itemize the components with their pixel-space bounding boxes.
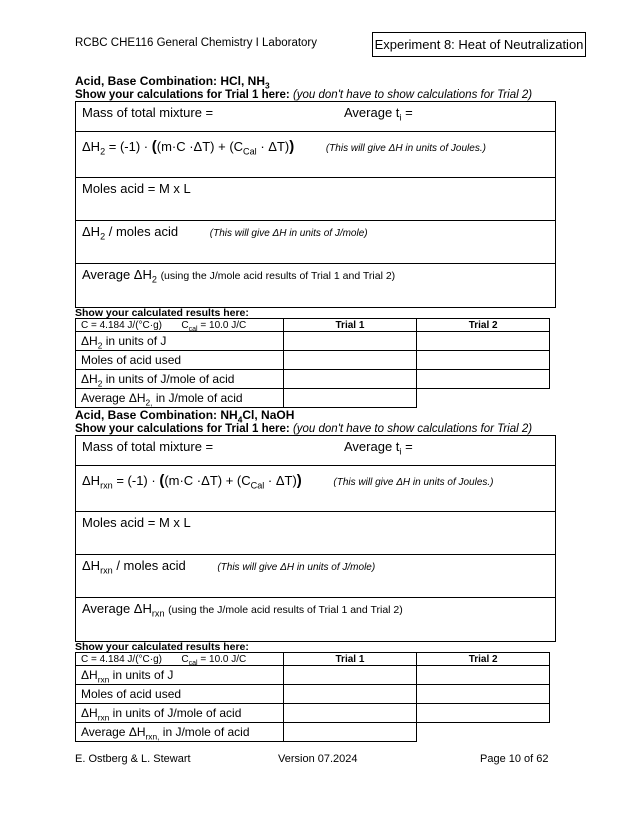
average-dh-row: Average $\Delta H_{rxn}$ (using the J/mole acid results of Trial 1 and Trial 2)	[82, 601, 403, 619]
trial1-cell[interactable]	[283, 370, 417, 389]
moles-acid-row: Moles acid = M x L	[76, 512, 555, 555]
footer-authors: E. Ostberg & L. Stewart	[75, 753, 191, 765]
table-row: $\Delta H_2$ in units of J	[76, 332, 550, 351]
table-row: $\Delta H_{rxn}$ in units of J	[76, 666, 550, 685]
trial2-cell[interactable]	[417, 685, 550, 704]
trial2-cell[interactable]	[417, 666, 550, 685]
trial2-cell[interactable]	[417, 351, 550, 370]
trial2-cell[interactable]	[417, 332, 550, 351]
trial1-cell[interactable]	[283, 704, 417, 723]
table-row: Moles of acid used	[76, 685, 550, 704]
mass-total-row: Mass of total mixture = Average $t_i$ =	[76, 436, 555, 466]
table-row: Average $\Delta H_{rxn,}$ in J/mole of acid	[76, 723, 550, 742]
average-dh-row: Average $\Delta H_2$ (using the J/mole acid results of Trial 1 and Trial 2)	[82, 267, 396, 285]
dh-formula-row: $\Delta H_{rxn} = (-1) \cdot ((m\cdot C \cdot\Delta T) + (C_{Cal} \cdot \Delta T))$ (This will give ΔH in units of Joules.)	[76, 466, 555, 512]
section2-instructions: Show your calculations for Trial 1 here: (you don't have to show calculations for Trial 2)	[75, 423, 533, 435]
section1-results-table	[75, 318, 550, 408]
footer-page-number: Page 10 of 62	[480, 753, 549, 765]
table-row: Average $\Delta H_{2,}$ in J/mole of acid	[76, 389, 550, 408]
trial2-header: Trial 2	[417, 319, 550, 332]
constants-cell: C = 4.184 J/(°C·g) $C_{cal} = 10.0$ J/C	[76, 319, 284, 332]
table-row: $\Delta H_{rxn}$ in units of J/mole of acid	[76, 704, 550, 723]
trial2-cell[interactable]	[417, 370, 550, 389]
course-title: RCBC CHE116 General Chemistry I Laboratory	[75, 37, 318, 49]
section2-title: Acid, Base Combination: $NH_4Cl$, NaOH	[75, 408, 295, 425]
section1-title: Acid, Base Combination: HCl, $NH_3$	[75, 74, 270, 91]
trial1-cell[interactable]	[283, 685, 417, 704]
section2-results-title: Show your calculated results here:	[75, 641, 249, 653]
average-cell[interactable]	[283, 389, 417, 408]
trial2-cell[interactable]	[417, 704, 550, 723]
section1-results-title: Show your calculated results here:	[75, 307, 249, 319]
section1-instructions: Show your calculations for Trial 1 here: (you don't have to show calculations for Trial 2)	[75, 89, 533, 101]
trial1-header: Trial 1	[283, 319, 417, 332]
trial1-header: Trial 1	[283, 653, 417, 666]
footer-version: Version 07.2024	[278, 753, 358, 765]
constants-cell: C = 4.184 J/(°C·g) $C_{cal} = 10.0$ J/C	[76, 653, 284, 666]
section1-calc-box	[75, 101, 556, 308]
moles-acid-row: Moles acid = M x L	[76, 178, 555, 221]
average-cell[interactable]	[283, 723, 417, 742]
table-row: $\Delta H_2$ in units of J/mole of acid	[76, 370, 550, 389]
trial2-header: Trial 2	[417, 653, 550, 666]
section2-results-table	[75, 652, 550, 742]
trial1-cell[interactable]	[283, 666, 417, 685]
trial1-cell[interactable]	[283, 332, 417, 351]
dh-per-mole-row: $\Delta H_2$ / moles acid (This will give ΔH in units of J/mole)	[76, 221, 555, 264]
dh-formula-row: $\Delta H_2 = (-1) \cdot ((m\cdot C \cdot\Delta T) + (C_{Cal} \cdot \Delta T))$ (This will give ΔH in units of Joules.)	[76, 132, 555, 178]
mass-total-row: Mass of total mixture = Average $t_i$ =	[76, 102, 555, 132]
dh-per-mole-row: $\Delta H_{rxn}$ / moles acid (This will give ΔH in units of J/mole)	[76, 555, 555, 598]
trial1-cell[interactable]	[283, 351, 417, 370]
section2-calc-box	[75, 435, 556, 642]
experiment-title-box: Experiment 8: Heat of Neutralization	[372, 32, 586, 57]
table-row: Moles of acid used	[76, 351, 550, 370]
